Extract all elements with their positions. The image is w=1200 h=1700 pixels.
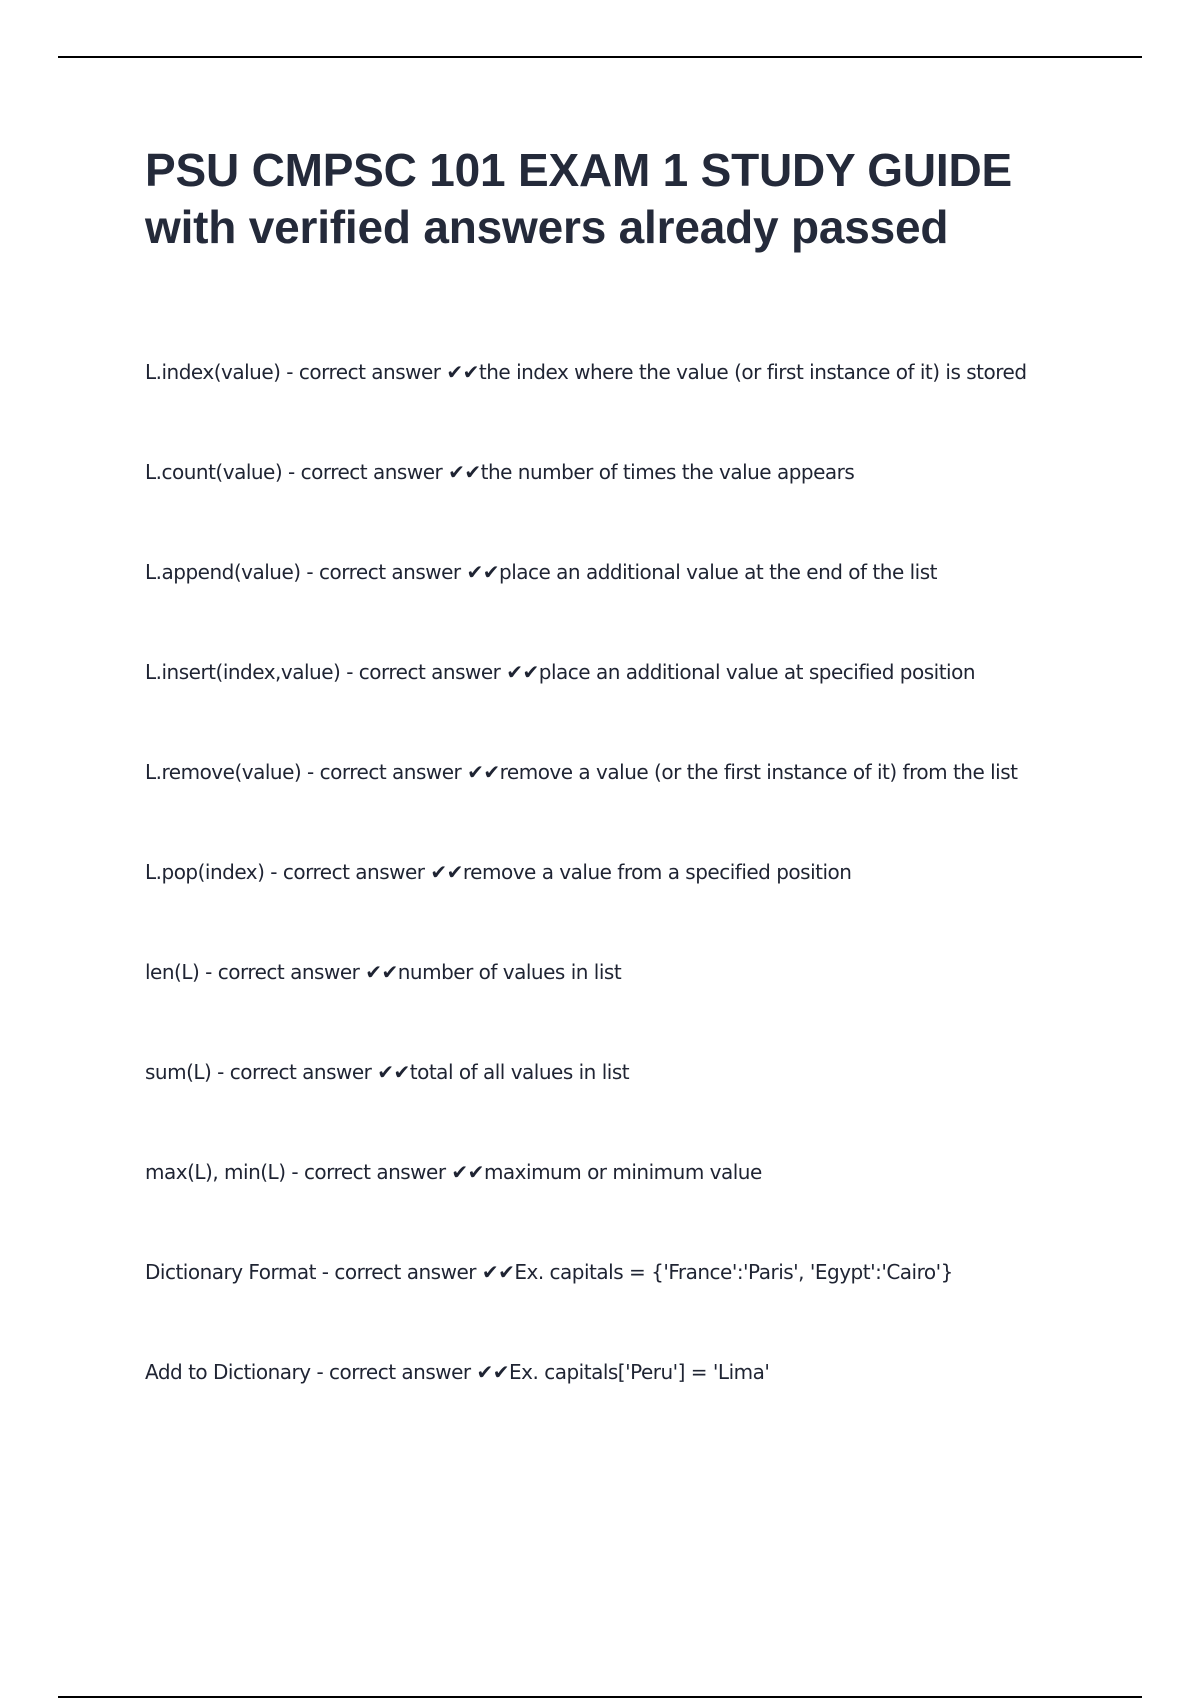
qa-definition: the index where the value (or first instance of it) is stored (478, 360, 1027, 384)
qa-answer-label: correct answer (319, 560, 461, 584)
qa-item-append (145, 558, 1125, 658)
qa-separator: - (199, 960, 218, 984)
qa-answer-label: correct answer (298, 360, 441, 384)
qa-definition: remove a value from a specified position (462, 860, 852, 884)
page-title: PSU CMPSC 101 EXAM 1 STUDY GUIDE with verified answers already passed (145, 144, 1012, 253)
qa-answer-label: correct answer (300, 460, 443, 484)
qa-item-count (145, 458, 1125, 558)
qa-term: L.insert(index,value) (145, 660, 341, 684)
qa-separator: - (340, 660, 359, 684)
qa-answer-label: correct answer (334, 1260, 476, 1284)
qa-term: L.append(value) (145, 560, 301, 584)
qa-separator: - (211, 1060, 230, 1084)
bottom-divider (58, 1696, 1142, 1698)
qa-item-max-min (145, 1158, 1125, 1258)
check-icon: ✔✔ (475, 1260, 515, 1284)
qa-separator: - (315, 1260, 335, 1284)
qa-definition: maximum or minimum value (483, 1160, 762, 1184)
qa-separator: - (280, 360, 299, 384)
qa-term: L.pop(index) (145, 860, 265, 884)
qa-definition: total of all values in list (409, 1060, 630, 1084)
qa-definition: number of values in list (397, 960, 622, 984)
qa-answer-label: correct answer (319, 760, 462, 784)
qa-item-insert (145, 658, 1125, 758)
check-icon: ✔✔ (371, 1060, 410, 1084)
qa-item-sum (145, 1058, 1125, 1158)
qa-answer-label: correct answer (229, 1060, 372, 1084)
check-icon: ✔✔ (424, 860, 463, 884)
qa-term: max(L), min(L) (145, 1160, 286, 1184)
qa-separator: - (264, 860, 283, 884)
qa-item-pop (145, 858, 1125, 958)
qa-term: len(L) (145, 960, 200, 984)
check-icon: ✔✔ (470, 1360, 510, 1384)
qa-definition: Ex. capitals['Peru'] = 'Lima' (509, 1360, 770, 1384)
qa-term: L.index(value) (145, 360, 281, 384)
qa-answer-label: correct answer (217, 960, 360, 984)
qa-term: sum(L) (145, 1060, 212, 1084)
qa-definition: Ex. capitals = {'France':'Paris', 'Egypt':'Cairo'} (514, 1260, 953, 1284)
check-icon: ✔✔ (440, 360, 479, 384)
check-icon: ✔✔ (442, 460, 481, 484)
qa-item-remove (145, 758, 1125, 858)
qa-separator: - (285, 1160, 304, 1184)
qa-definition: remove a value (or the first instance of it) from the list (499, 760, 1018, 784)
top-divider (58, 56, 1142, 58)
qa-item-index (145, 358, 1125, 458)
qa-definition: place an additional value at the end of the list (499, 560, 937, 584)
check-icon: ✔✔ (461, 760, 500, 784)
check-icon: ✔✔ (359, 960, 398, 984)
check-icon: ✔✔ (500, 660, 539, 684)
qa-separator: - (301, 760, 320, 784)
qa-item-dictionary-format (145, 1258, 1125, 1358)
qa-term: Add to Dictionary (145, 1360, 311, 1384)
qa-term: L.remove(value) (145, 760, 302, 784)
qa-item-len (145, 958, 1125, 1058)
qa-term: Dictionary Format (145, 1260, 316, 1284)
qa-answer-label: correct answer (282, 860, 425, 884)
qa-list (145, 358, 1125, 1458)
check-icon: ✔✔ (445, 1160, 484, 1184)
qa-answer-label: correct answer (303, 1160, 446, 1184)
qa-answer-label: correct answer (358, 660, 501, 684)
qa-answer-label: correct answer (329, 1360, 471, 1384)
qa-separator: - (282, 460, 301, 484)
qa-item-add-to-dictionary (145, 1358, 1125, 1458)
qa-definition: place an additional value at specified position (538, 660, 976, 684)
qa-term: L.count(value) (145, 460, 283, 484)
qa-separator: - (300, 560, 319, 584)
qa-separator: - (310, 1360, 330, 1384)
qa-definition: the number of times the value appears (480, 460, 855, 484)
check-icon: ✔✔ (460, 560, 499, 584)
